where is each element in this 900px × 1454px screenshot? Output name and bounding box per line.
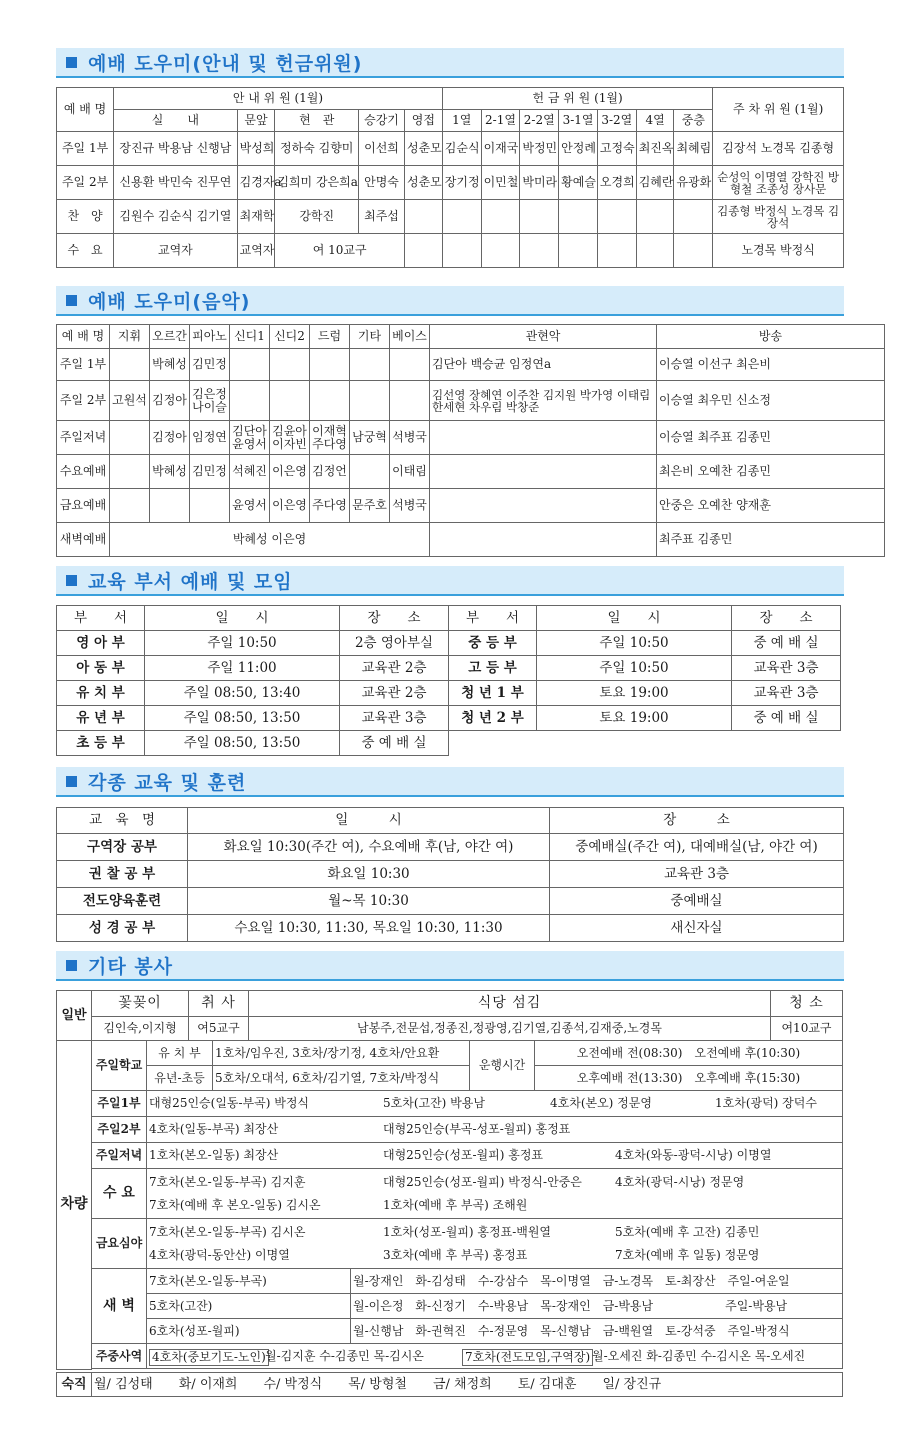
header-clean: 청 소 <box>771 991 843 1017</box>
square-bullet-icon <box>66 960 77 971</box>
elem-label: 유년-초등 <box>147 1066 213 1091</box>
training-time: 수요일 10:30, 11:30, 목요일 10:30, 11:30 <box>188 915 550 942</box>
header-cell: 신디1 <box>230 325 270 349</box>
broadcast-cell: 이승열 최주표 김종민 <box>657 421 885 455</box>
header-cell: 부 서 <box>57 606 145 631</box>
orchestra-cell: 김선영 장혜연 이주찬 김지원 박가영 이태림 한세현 차우림 박창준 <box>430 381 657 421</box>
cell: 박성희 <box>237 132 275 166</box>
elem-value: 5호차/오대석, 6호차/김기열, 7호차/박정식 <box>213 1066 470 1091</box>
header-cell: 베이스 <box>390 325 430 349</box>
cell <box>636 234 674 268</box>
table-row <box>57 656 841 681</box>
cell: 김순식 <box>442 132 481 166</box>
cell: 이태림 <box>390 455 430 489</box>
vehicle-table <box>56 1040 843 1370</box>
night-duty-value: 월/ 김성태 화/ 이재희 수/ 박정식 목/ 방형철 금/ 채정희 토/ 김대훈 일/ 장진규 <box>92 1373 843 1397</box>
subheader: 승강기 <box>359 110 405 132</box>
square-bullet-icon <box>66 575 77 586</box>
subheader: 1열 <box>442 110 481 132</box>
sunev-b: 대형25인승(성포-월피) 홍정표 <box>383 1148 544 1162</box>
dept-name: 영 아 부 <box>57 631 145 656</box>
section-header-other-service <box>56 951 844 981</box>
midweek-row <box>147 1344 843 1369</box>
subheader: 3-2열 <box>597 110 636 132</box>
header-cell: 지휘 <box>110 325 150 349</box>
cell: 최재학 <box>237 200 275 234</box>
subheader: 영접 <box>404 110 442 132</box>
broadcast-cell: 이승열 최우민 신소정 <box>657 381 885 421</box>
section-header-training <box>56 767 844 797</box>
flower-value: 김인숙,이지형 <box>92 1017 189 1041</box>
cell: 석혜진 <box>230 455 270 489</box>
subheader: 문앞 <box>237 110 275 132</box>
fri-label: 금요심야 <box>92 1219 147 1269</box>
midweek-sched-a: 월-김지훈 수-김종민 목-김시온 <box>265 1349 424 1363</box>
section-title: 교육 부서 예배 및 모임 <box>88 571 293 593</box>
dept-time: 주일 10:50 <box>537 631 732 656</box>
cell: 성춘모 <box>404 166 442 200</box>
dept-time: 주일 08:50, 13:50 <box>145 706 340 731</box>
service-name: 새벽예배 <box>57 523 110 557</box>
table-row <box>57 200 844 234</box>
cell: 김윤아 이자빈 <box>270 421 310 455</box>
header-cell: 신디2 <box>270 325 310 349</box>
header-cell: 기타 <box>350 325 390 349</box>
section-header-music <box>56 286 844 316</box>
cell <box>230 381 270 421</box>
cell: 박혜성 <box>150 349 190 381</box>
cell: 김민정 <box>190 455 230 489</box>
service-name: 주일저녁 <box>57 421 110 455</box>
night-duty-table <box>56 1372 843 1397</box>
service-name: 주일 1부 <box>57 349 110 381</box>
fri-d: 4호차(광덕-동안산) 이명열 <box>149 1248 290 1262</box>
cell: 장기정 <box>442 166 481 200</box>
dawn-label: 새 벽 <box>92 1269 147 1344</box>
sun1-a: 대형25인승(일동-부곡) 박정식 <box>149 1096 310 1110</box>
header-cell: 일 시 <box>537 606 732 631</box>
wed-d: 7호차(예배 후 본오-일동) 김시온 <box>149 1198 321 1212</box>
cell: 최주섭 <box>359 200 405 234</box>
cell <box>442 234 481 268</box>
table-row <box>57 421 885 455</box>
cell: 이민철 <box>481 166 520 200</box>
cell: 문주호 <box>350 489 390 523</box>
dept-name: 유 년 부 <box>57 706 145 731</box>
fri-row <box>147 1219 843 1269</box>
section-title: 기타 봉사 <box>88 956 174 978</box>
header-cook: 취 사 <box>189 991 249 1017</box>
section-header-education-dept <box>56 566 844 596</box>
header-parking: 주 차 위 원 (1월) <box>713 88 844 132</box>
cell: 최진옥 <box>636 132 674 166</box>
cell: 교역자 <box>114 234 237 268</box>
cell: 황예슬 <box>559 166 598 200</box>
wed-row <box>147 1169 843 1219</box>
dept-name: 청 년 2 부 <box>449 706 537 731</box>
sunev-label: 주일저녁 <box>92 1143 147 1169</box>
header-service: 예 배 명 <box>57 88 114 132</box>
sunday-school-label: 주일학교 <box>92 1041 147 1091</box>
cell <box>481 200 520 234</box>
table-row <box>57 631 841 656</box>
cell: 장진규 박용남 신행남 <box>114 132 237 166</box>
cell <box>442 200 481 234</box>
cell: 김민정 <box>190 349 230 381</box>
wed-a: 7호차(본오-일동-부곡) 김지훈 <box>149 1175 306 1189</box>
training-place: 중예배실(주간 여), 대예배실(남, 야간 여) <box>550 834 844 861</box>
cell <box>674 200 713 234</box>
table-row <box>57 234 844 268</box>
cell: 김정아 <box>150 421 190 455</box>
dining-value: 남봉주,전문섭,정종진,정광영,김기열,김종석,김재중,노경목 <box>249 1017 771 1041</box>
cell: 석병국 <box>390 421 430 455</box>
parking-cell: 김장석 노경목 김종형 <box>713 132 844 166</box>
op-time-1: 오전예배 전(08:30) 오전예배 후(10:30) <box>535 1041 843 1066</box>
cell: 임정연 <box>190 421 230 455</box>
cell <box>390 381 430 421</box>
fri-b: 1호차(성포-월피) 홍정표-백원열 <box>383 1225 552 1239</box>
guide-offering-table <box>56 87 844 268</box>
dept-place: 교육관 3층 <box>340 706 449 731</box>
cell: 안명숙 <box>359 166 405 200</box>
training-name: 성 경 공 부 <box>57 915 188 942</box>
broadcast-cell: 안중은 오예찬 양재훈 <box>657 489 885 523</box>
header-flower: 꽃꽂이 <box>92 991 189 1017</box>
kinder-value: 1호차/임우진, 3호차/장기정, 4호차/안요환 <box>213 1041 470 1066</box>
cell: 고정숙 <box>597 132 636 166</box>
subheader: 중층 <box>674 110 713 132</box>
dept-name: 초 등 부 <box>57 731 145 756</box>
header-dining: 식당 섬김 <box>249 991 771 1017</box>
dept-time: 토요 19:00 <box>537 681 732 706</box>
cell: 윤영서 <box>230 489 270 523</box>
header-cell: 부 서 <box>449 606 537 631</box>
sunev-row <box>147 1143 843 1169</box>
dept-place: 교육관 2층 <box>340 656 449 681</box>
dept-place: 중 예 배 실 <box>340 731 449 756</box>
table-row <box>57 706 841 731</box>
dept-time: 주일 10:50 <box>145 631 340 656</box>
cell: 오경희 <box>597 166 636 200</box>
cell: 이선희 <box>359 132 405 166</box>
dawn-car: 7호차(본오-일동-부곡) <box>147 1269 351 1294</box>
cell <box>110 349 150 381</box>
cell <box>597 200 636 234</box>
cell: 석병국 <box>390 489 430 523</box>
dawn-schedule: 월-장재인 화-김성태 수-강삼수 목-이명열 금-노경목 토-최장산 주일-여운일 <box>351 1269 843 1294</box>
broadcast-cell: 이승열 이선구 최은비 <box>657 349 885 381</box>
wed-e: 1호차(예배 후 부곡) 조해원 <box>383 1198 528 1212</box>
cell <box>110 455 150 489</box>
dept-place: 2층 영아부실 <box>340 631 449 656</box>
cell: 신용환 박민숙 진무연 <box>114 166 237 200</box>
general-label: 일반 <box>57 991 92 1041</box>
orchestra-cell <box>430 455 657 489</box>
parking-cell: 순성익 이명열 강학진 방형철 조종성 장사문 <box>713 166 844 200</box>
cell: 유광화 <box>674 166 713 200</box>
training-place: 중예배실 <box>550 888 844 915</box>
section-title: 예배 도우미(안내 및 헌금위원) <box>88 53 363 75</box>
training-place: 교육관 3층 <box>550 861 844 888</box>
dept-place: 교육관 3층 <box>732 681 841 706</box>
subheader: 2-1열 <box>481 110 520 132</box>
dept-time: 토요 19:00 <box>537 706 732 731</box>
midweek-car-a: 4호차(중보기도-노인) <box>149 1349 269 1366</box>
fri-c: 5호차(예배 후 고잔) 김종민 <box>615 1225 760 1239</box>
cell <box>404 200 442 234</box>
table-row <box>57 132 844 166</box>
dept-name: 유 치 부 <box>57 681 145 706</box>
parking-cell: 노경목 박정식 <box>713 234 844 268</box>
cell <box>190 489 230 523</box>
table-row <box>57 489 885 523</box>
square-bullet-icon <box>66 295 77 306</box>
service-name: 주일 2부 <box>57 166 114 200</box>
vehicle-label: 차량 <box>57 1041 92 1370</box>
service-name: 금요예배 <box>57 489 110 523</box>
header-cell: 일 시 <box>188 808 550 834</box>
cell: 이재혁 주다영 <box>310 421 350 455</box>
clean-value: 여10교구 <box>771 1017 843 1041</box>
cell: 여 10교구 <box>275 234 405 268</box>
cell: 박혜성 <box>150 455 190 489</box>
op-time-2: 오후예배 전(13:30) 오후예배 후(15:30) <box>535 1066 843 1091</box>
cell <box>150 489 190 523</box>
dept-time: 주일 08:50, 13:40 <box>145 681 340 706</box>
spacer <box>92 1369 843 1370</box>
subheader: 실 내 <box>114 110 237 132</box>
cell: 김원수 김순식 김기열 <box>114 200 237 234</box>
training-name: 구역장 공부 <box>57 834 188 861</box>
dept-name: 아 동 부 <box>57 656 145 681</box>
cell: 김은정 나이슬 <box>190 381 230 421</box>
sun1-row <box>147 1091 843 1117</box>
header-cell: 드럼 <box>310 325 350 349</box>
dawn-schedule: 월-이은정 화-신정기 수-박용남 목-장재인 금-박용남 주일-박용남 <box>351 1294 843 1319</box>
sun2-row <box>147 1117 843 1143</box>
broadcast-cell: 최주표 김종민 <box>657 523 885 557</box>
table-row <box>57 915 844 942</box>
dept-time: 주일 10:50 <box>537 656 732 681</box>
fri-f: 7호차(예배 후 일동) 정문영 <box>615 1248 760 1262</box>
sun2-a: 4호차(일동-부곡) 최장산 <box>149 1122 279 1136</box>
header-cell: 예 배 명 <box>57 325 110 349</box>
wed-label: 수 요 <box>92 1169 147 1219</box>
sun2-b: 대형25인승(부곡-성포-월피) 홍정표 <box>383 1122 571 1136</box>
cell <box>110 489 150 523</box>
dept-name: 중 등 부 <box>449 631 537 656</box>
cell: 정하숙 김향미 <box>275 132 359 166</box>
cell: 이재국 <box>481 132 520 166</box>
cell: 최혜림 <box>674 132 713 166</box>
sun1-c: 4호차(본오) 정문영 <box>550 1096 652 1110</box>
cell: 김단아 윤영서 <box>230 421 270 455</box>
section-title: 예배 도우미(음악) <box>88 291 251 313</box>
cell <box>310 349 350 381</box>
cell: 김경자a <box>237 166 275 200</box>
subheader: 현 관 <box>275 110 359 132</box>
cell <box>230 349 270 381</box>
sun1-b: 5호차(고잔) 박용남 <box>383 1096 485 1110</box>
service-name: 찬 양 <box>57 200 114 234</box>
cell: 김혜란 <box>636 166 674 200</box>
cell <box>520 200 559 234</box>
midweek-sched-b: 월-오세진 화-김종민 수-김시온 목-오세진 <box>592 1349 806 1363</box>
dept-place: 중 예 배 실 <box>732 631 841 656</box>
section-header-guide <box>56 48 844 78</box>
cell: 교역자 <box>237 234 275 268</box>
header-cell: 관현악 <box>430 325 657 349</box>
cell: 이은영 <box>270 455 310 489</box>
cell <box>110 421 150 455</box>
sun2-label: 주일2부 <box>92 1117 147 1143</box>
table-row <box>57 381 885 421</box>
education-dept-table <box>56 605 841 756</box>
header-cell: 피아노 <box>190 325 230 349</box>
wed-c: 4호차(광덕-시낭) 정문영 <box>615 1175 745 1189</box>
dawn-car: 5호차(고잔) <box>147 1294 351 1319</box>
table-row <box>57 834 844 861</box>
cook-value: 여5교구 <box>189 1017 249 1041</box>
dept-place: 교육관 3층 <box>732 656 841 681</box>
cell <box>520 234 559 268</box>
header-cell: 장 소 <box>732 606 841 631</box>
op-time-label: 운행시간 <box>470 1041 535 1091</box>
parking-cell: 김종형 박정식 노경목 김장석 <box>713 200 844 234</box>
general-service-table <box>56 990 843 1041</box>
dept-name: 청 년 1 부 <box>449 681 537 706</box>
cell: 김희미 강은희a <box>275 166 359 200</box>
dept-time: 주일 11:00 <box>145 656 340 681</box>
cell <box>404 234 442 268</box>
header-offering: 헌 금 위 원 (1월) <box>442 88 713 110</box>
cell <box>350 455 390 489</box>
header-cell: 장 소 <box>550 808 844 834</box>
fri-a: 7호차(본오-일동-부곡) 김시온 <box>149 1225 306 1239</box>
table-row <box>57 349 885 381</box>
midweek-label: 주중사역 <box>92 1344 147 1369</box>
dept-time: 주일 08:50, 13:50 <box>145 731 340 756</box>
fri-e: 3호차(예배 후 부곡) 홍정표 <box>383 1248 528 1262</box>
training-time: 화요일 10:30(주간 여), 수요예배 후(남, 야간 여) <box>188 834 550 861</box>
cell: 주다영 <box>310 489 350 523</box>
service-name: 주일 1부 <box>57 132 114 166</box>
header-cell: 교 육 명 <box>57 808 188 834</box>
cell: 이은영 <box>270 489 310 523</box>
wed-b: 대형25인승(성포-월피) 박정식-안중은 <box>383 1175 582 1189</box>
subheader: 3-1열 <box>559 110 598 132</box>
training-time: 화요일 10:30 <box>188 861 550 888</box>
cell: 강학진 <box>275 200 359 234</box>
broadcast-cell: 최은비 오예찬 김종민 <box>657 455 885 489</box>
cell: 김정언 <box>310 455 350 489</box>
dawn-car: 6호차(성포-월피) <box>147 1319 351 1344</box>
cell <box>674 234 713 268</box>
cell <box>636 200 674 234</box>
sun1-d: 1호차(광덕) 장덕수 <box>715 1096 817 1110</box>
training-table <box>56 807 844 942</box>
header-guide: 안 내 위 원 (1월) <box>114 88 443 110</box>
square-bullet-icon <box>66 776 77 787</box>
table-row <box>57 455 885 489</box>
header-cell: 장 소 <box>340 606 449 631</box>
cell: 김정아 <box>150 381 190 421</box>
merged-cell: 박혜성 이은영 <box>110 523 430 557</box>
cell <box>597 234 636 268</box>
orchestra-cell <box>430 523 657 557</box>
dawn-schedule: 월-신행남 화-권혁진 수-정문영 목-신행남 금-백원열 토-강석중 주일-박정식 <box>351 1319 843 1344</box>
cell <box>481 234 520 268</box>
service-name: 수 요 <box>57 234 114 268</box>
table-row <box>57 731 841 756</box>
cell <box>350 349 390 381</box>
table-row <box>57 166 844 200</box>
cell: 고원석 <box>110 381 150 421</box>
cell: 성춘모 <box>404 132 442 166</box>
section-title: 각종 교육 및 훈련 <box>88 772 247 794</box>
kinder-label: 유 치 부 <box>147 1041 213 1066</box>
cell: 박정민 <box>520 132 559 166</box>
subheader: 2-2열 <box>520 110 559 132</box>
table-row <box>57 523 885 557</box>
header-cell: 오르간 <box>150 325 190 349</box>
service-name: 주일 2부 <box>57 381 110 421</box>
table-row <box>57 681 841 706</box>
cell: 남궁혁 <box>350 421 390 455</box>
header-cell: 방송 <box>657 325 885 349</box>
cell <box>270 349 310 381</box>
cell <box>270 381 310 421</box>
training-time: 월~목 10:30 <box>188 888 550 915</box>
dept-place: 교육관 2층 <box>340 681 449 706</box>
header-cell: 일 시 <box>145 606 340 631</box>
orchestra-cell <box>430 421 657 455</box>
square-bullet-icon <box>66 57 77 68</box>
subheader: 4열 <box>636 110 674 132</box>
orchestra-cell: 김단아 백승균 임정연a <box>430 349 657 381</box>
empty-cell <box>449 731 841 756</box>
cell <box>310 381 350 421</box>
midweek-car-b: 7호차(전도모임,구역장) <box>462 1349 593 1366</box>
cell <box>350 381 390 421</box>
sunev-a: 1호차(본오-일동) 최장산 <box>149 1148 279 1162</box>
table-row <box>57 888 844 915</box>
night-duty-label: 숙직 <box>57 1373 92 1397</box>
dept-name: 고 등 부 <box>449 656 537 681</box>
cell <box>559 234 598 268</box>
service-name: 수요예배 <box>57 455 110 489</box>
cell: 박미라 <box>520 166 559 200</box>
sunev-c: 4호차(와동-광덕-시낭) 이명열 <box>615 1148 772 1162</box>
cell: 안정례 <box>559 132 598 166</box>
cell <box>390 349 430 381</box>
orchestra-cell <box>430 489 657 523</box>
dept-place: 중 예 배 실 <box>732 706 841 731</box>
training-name: 전도양육훈련 <box>57 888 188 915</box>
training-name: 권 찰 공 부 <box>57 861 188 888</box>
training-place: 새신자실 <box>550 915 844 942</box>
table-row <box>57 861 844 888</box>
sun1-label: 주일1부 <box>92 1091 147 1117</box>
music-table <box>56 324 885 557</box>
cell <box>559 200 598 234</box>
